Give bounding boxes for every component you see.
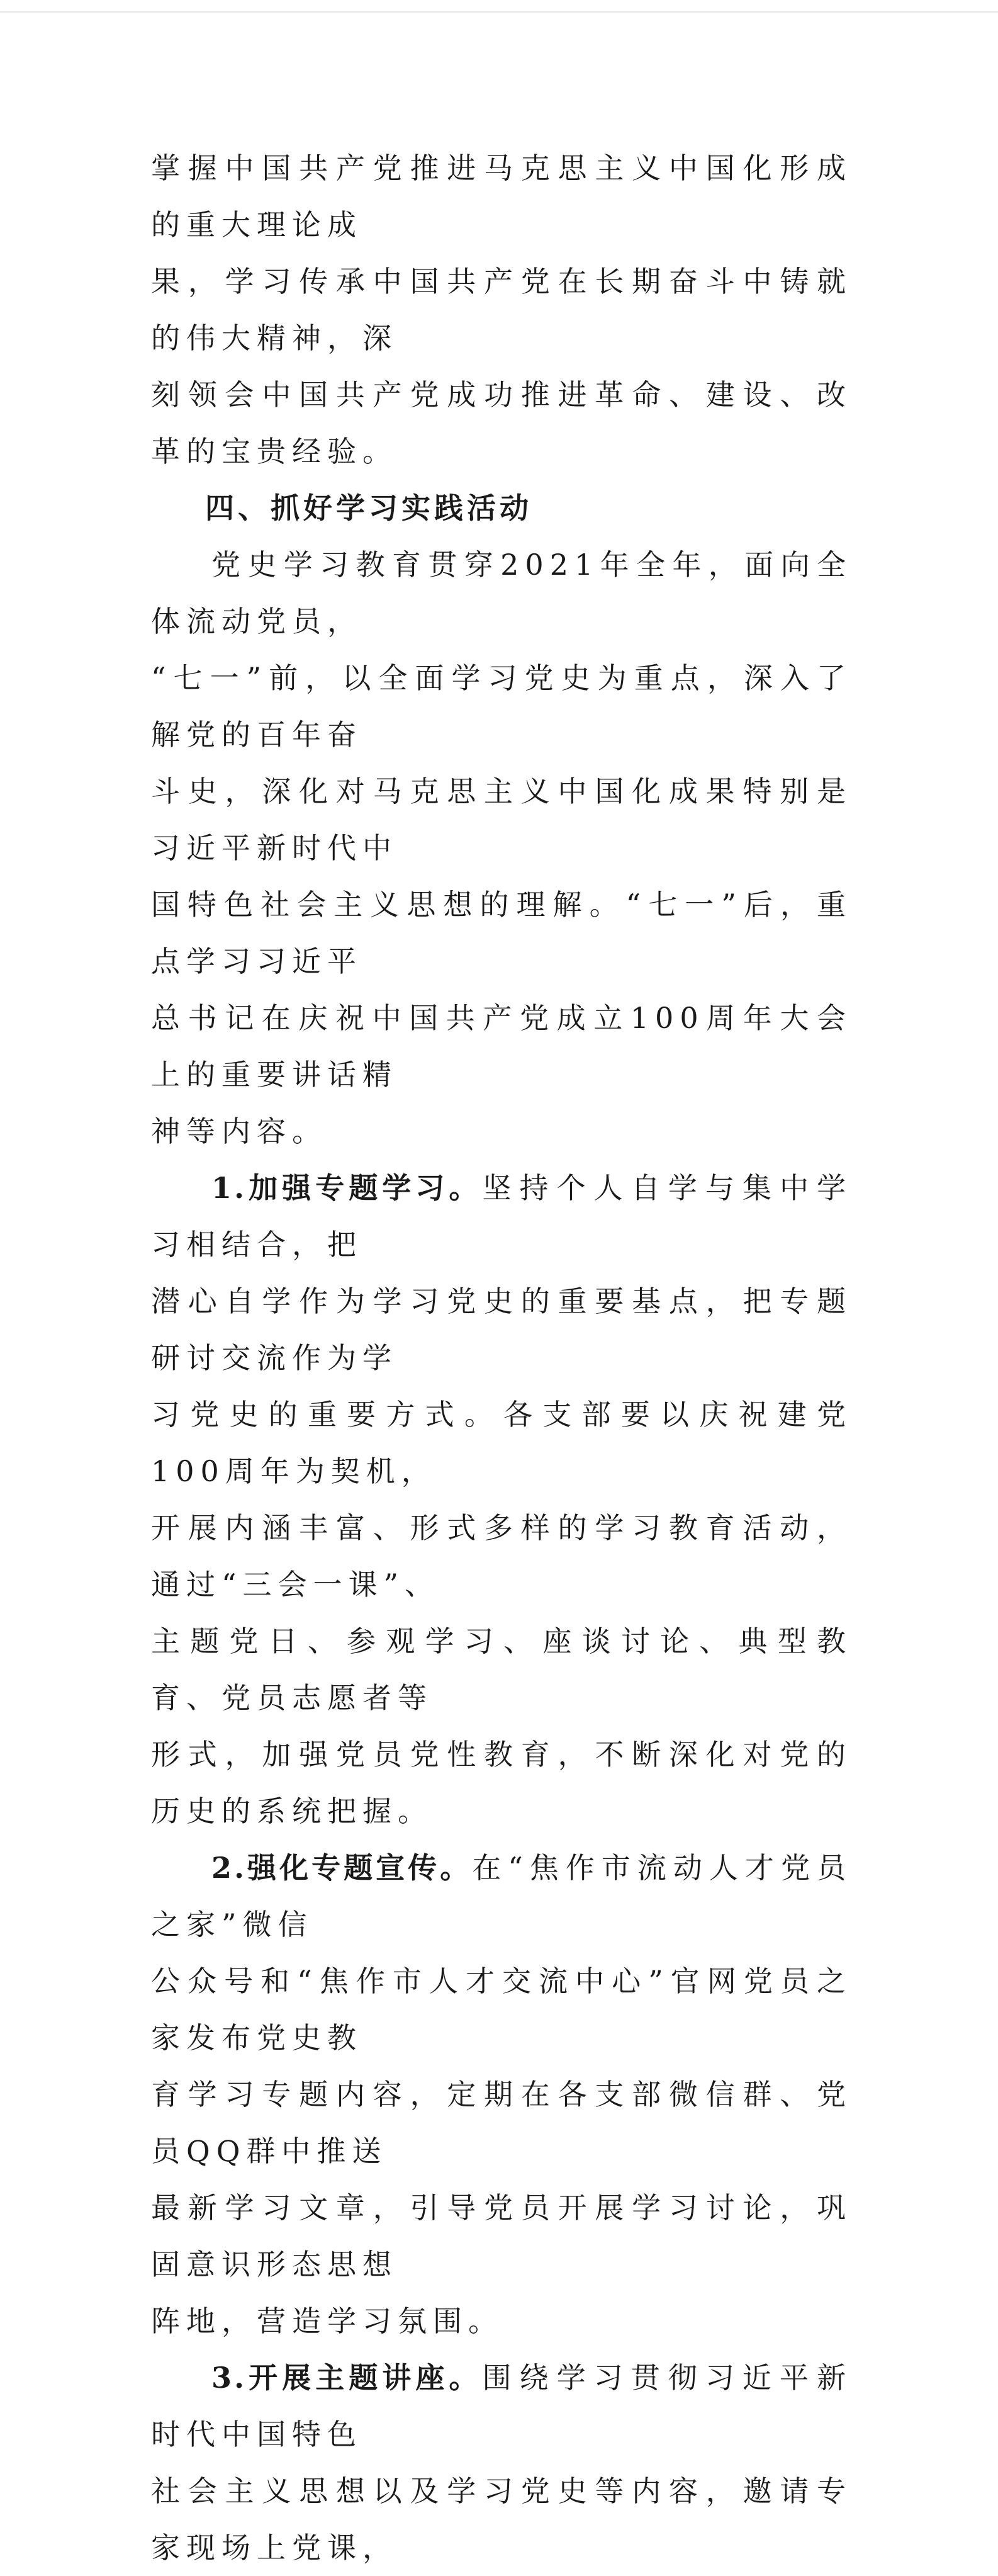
item-1-lead: 1.加强专题学习。 <box>211 1171 483 1205</box>
item-2-paragraph <box>151 1839 852 2349</box>
text-line: 主题党日、参观学习、座谈讨论、典型教育、党员志愿者等 <box>151 1624 852 1715</box>
text-line: 公众号和“焦作市人才交流中心”官网党员之家发布党史教 <box>151 1964 852 2055</box>
text-line <box>151 2349 852 2463</box>
text-line: 果，学习传承中国共产党在长期奋斗中铸就的伟大精神，深 <box>151 264 852 355</box>
text-line: 党史学习教育贯穿2021年全年，面向全体流动党员， <box>151 548 852 638</box>
item-3-first-line: 围绕学习贯彻习近平新时代中国特色 <box>151 2361 852 2451</box>
text-line <box>151 1160 852 1273</box>
text-line: 总书记在庆祝中国共产党成立100周年大会上的重要讲话精 <box>151 1001 852 1092</box>
item-1-paragraph <box>151 1160 852 1839</box>
text-line: 掌握中国共产党推进马克思主义中国化形成的重大理论成 <box>151 151 852 242</box>
section-heading: 四、抓好学习实践活动 <box>205 491 532 525</box>
item-1-first-line: 坚持个人自学与集中学习相结合，把 <box>151 1171 852 1262</box>
document-page <box>151 140 852 2576</box>
scan-top-edge <box>0 11 998 13</box>
text-line: 神等内容。 <box>151 1114 327 1148</box>
paragraph-continuation <box>151 140 852 480</box>
text-line: 斗史，深化对马克思主义中国化成果特别是习近平新时代中 <box>151 774 852 865</box>
item-2-first-line: 在“焦作市流动人才党员之家”微信 <box>151 1851 852 1941</box>
item-3-lead: 3.开展主题讲座。 <box>211 2361 483 2395</box>
text-line: 开展内涵丰富、形式多样的学习教育活动，通过“三会一课”、 <box>151 1511 852 1602</box>
text-line: 育学习专题内容，定期在各支部微信群、党员QQ群中推送 <box>151 2077 852 2168</box>
text-line: 国特色社会主义思想的理解。“七一”后，重点学习习近平 <box>151 888 852 978</box>
text-line: “七一”前，以全面学习党史为重点，深入了解党的百年奋 <box>151 661 852 752</box>
text-line: 社会主义思想以及学习党史等内容，邀请专家现场上党课， <box>151 2474 852 2565</box>
text-line: 潜心自学作为学习党史的重要基点，把专题研讨交流作为学 <box>151 1284 852 1375</box>
text-line: 刻领会中国共产党成功推进革命、建设、改革的宝贵经验。 <box>151 378 852 468</box>
text-line: 阵地，营造学习氛围。 <box>151 2304 503 2338</box>
item-3-paragraph <box>151 2349 852 2576</box>
intro-paragraph <box>151 536 852 1160</box>
text-line: 习党史的重要方式。各支部要以庆祝建党100周年为契机， <box>151 1398 852 1488</box>
text-line: 形式，加强党员党性教育，不断深化对党的历史的系统把握。 <box>151 1737 852 1828</box>
text-line <box>151 1839 852 1953</box>
item-2-lead: 2.强化专题宣传。 <box>211 1851 473 1885</box>
text-line: 最新学习文章，引导党员开展学习讨论，巩固意识形态思想 <box>151 2191 852 2281</box>
